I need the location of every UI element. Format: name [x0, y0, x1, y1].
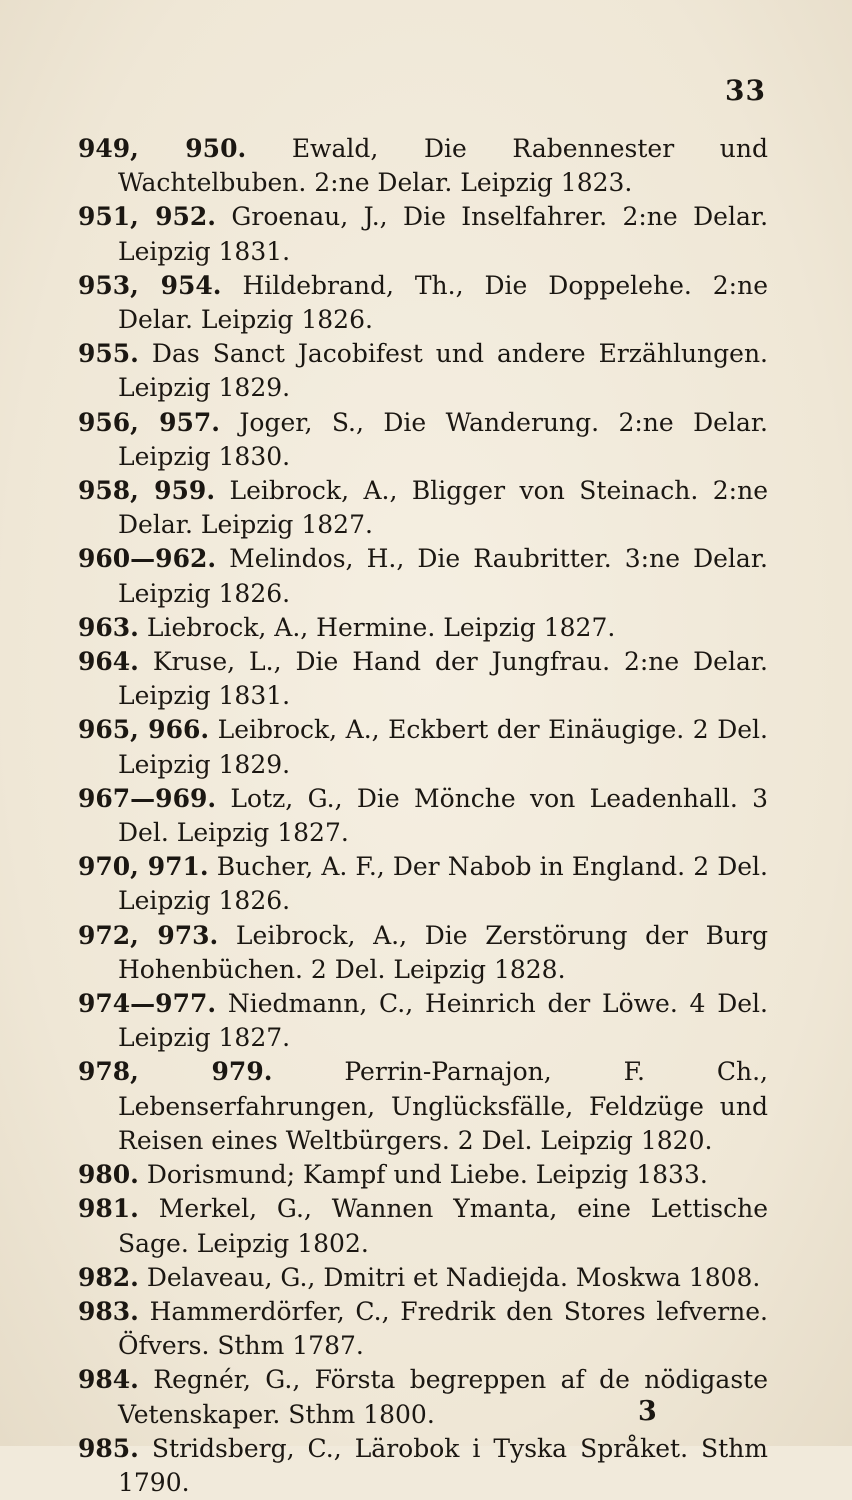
- entry-number: 970, 971.: [78, 852, 209, 882]
- catalog-entry: [78, 782, 768, 850]
- entry-text: Delaveau, G., Dmitri et Nadiejda. Moskwa 1808.: [146, 1262, 761, 1292]
- entry-text: Merkel, G., Wannen Ymanta, eine Lettische Sage. Leipzig 1802.: [118, 1194, 768, 1258]
- entry-number: 974—977.: [78, 989, 217, 1019]
- entry-number: 958, 959.: [78, 476, 216, 506]
- entry-text: Groenau, J., Die Inselfahrer. 2:ne Delar. Leipzig 1831.: [118, 202, 769, 266]
- entry-number: 985.: [78, 1433, 139, 1463]
- entry-text: Joger, S., Die Wanderung. 2:ne Delar. Leipzig 1830.: [118, 407, 768, 471]
- catalog-entry: [78, 406, 768, 474]
- catalog-entry: [78, 713, 768, 781]
- entry-number: 960—962.: [78, 544, 217, 574]
- entry-number: 951, 952.: [78, 202, 216, 232]
- catalog-entry: [78, 1261, 768, 1295]
- catalog-entry: [78, 1363, 768, 1431]
- entry-number: 955.: [78, 339, 139, 369]
- entry-text: Leibrock, A., Eckbert der Einäugige. 2 Del. Leipzig 1829.: [118, 715, 769, 779]
- catalog-entry: [78, 1432, 768, 1500]
- entry-number: 982.: [78, 1262, 139, 1292]
- entry-number: 981.: [78, 1194, 139, 1224]
- catalog-entry: [78, 200, 768, 268]
- catalog-entry: [78, 919, 768, 987]
- catalog-entry: [78, 269, 768, 337]
- signature-mark: 3: [638, 1396, 657, 1427]
- page-number: 33: [725, 74, 766, 107]
- entry-number: 963.: [78, 612, 139, 642]
- catalog-entry: [78, 645, 768, 713]
- entry-text: Hildebrand, Th., Die Doppelehe. 2:ne Delar. Leipzig 1826.: [118, 270, 768, 335]
- entry-text: Dorismund; Kampf und Liebe. Leipzig 1833.: [146, 1160, 708, 1190]
- entry-number: 967—969.: [78, 783, 217, 813]
- catalog-entry: [78, 132, 768, 200]
- catalog-entry: [78, 850, 768, 918]
- catalog-entry-list: [78, 132, 768, 1500]
- entry-text: Regnér, G., Första begreppen af de nödigaste Vetenskaper. Sthm 1800.: [118, 1365, 768, 1429]
- catalog-entry: [78, 1295, 768, 1363]
- catalog-entry: [78, 987, 768, 1055]
- entry-text: Lotz, G., Die Mönche von Leadenhall. 3 Del. Leipzig 1827.: [118, 783, 769, 848]
- entry-text: Perrin-Parnajon, F. Ch., Lebenserfahrungen, Unglücksfälle, Feldzüge und Reisen eines Weltbürgers. 2 Del. Leipzig 1820.: [118, 1057, 769, 1155]
- entry-text: Leibrock, A., Bligger von Steinach. 2:ne Delar. Leipzig 1827.: [118, 476, 769, 540]
- entry-text: Leibrock, A., Die Zerstörung der Burg Hohenbüchen. 2 Del. Leipzig 1828.: [118, 920, 769, 984]
- entry-number: 978, 979.: [78, 1057, 273, 1087]
- catalog-entry: [78, 337, 768, 405]
- catalog-entry: [78, 542, 768, 610]
- entry-text: Das Sanct Jacobifest und andere Erzählungen. Leipzig 1829.: [118, 339, 768, 403]
- entry-text: Ewald, Die Rabennester und Wachtelbuben. 2:ne Delar. Leipzig 1823.: [118, 134, 768, 198]
- entry-number: 953, 954.: [78, 270, 222, 300]
- catalog-entry: [78, 1158, 768, 1192]
- entry-number: 984.: [78, 1365, 139, 1395]
- entry-text: Melindos, H., Die Raubritter. 3:ne Delar. Leipzig 1826.: [118, 544, 768, 608]
- catalog-entry: [78, 1055, 768, 1158]
- entry-number: 980.: [78, 1160, 139, 1190]
- entry-text: Kruse, L., Die Hand der Jungfrau. 2:ne Delar. Leipzig 1831.: [118, 647, 768, 711]
- entry-number: 965, 966.: [78, 715, 210, 745]
- entry-number: 964.: [78, 647, 139, 677]
- catalog-entry: [78, 474, 768, 542]
- entry-number: 956, 957.: [78, 407, 220, 437]
- entry-text: Niedmann, C., Heinrich der Löwe. 4 Del. Leipzig 1827.: [118, 989, 768, 1053]
- entry-number: 983.: [78, 1296, 139, 1326]
- entry-text: Stridsberg, C., Lärobok i Tyska Språket. Sthm 1790.: [118, 1433, 768, 1497]
- entry-text: Bucher, A. F., Der Nabob in England. 2 Del. Leipzig 1826.: [118, 852, 768, 916]
- entry-text: Liebrock, A., Hermine. Leipzig 1827.: [146, 612, 616, 642]
- entry-number: 972, 973.: [78, 920, 219, 950]
- entry-number: 949, 950.: [78, 134, 247, 163]
- entry-text: Hammerdörfer, C., Fredrik den Stores lefverne. Öfvers. Sthm 1787.: [118, 1296, 769, 1361]
- catalog-entry: [78, 1192, 768, 1260]
- catalog-entry: [78, 611, 768, 645]
